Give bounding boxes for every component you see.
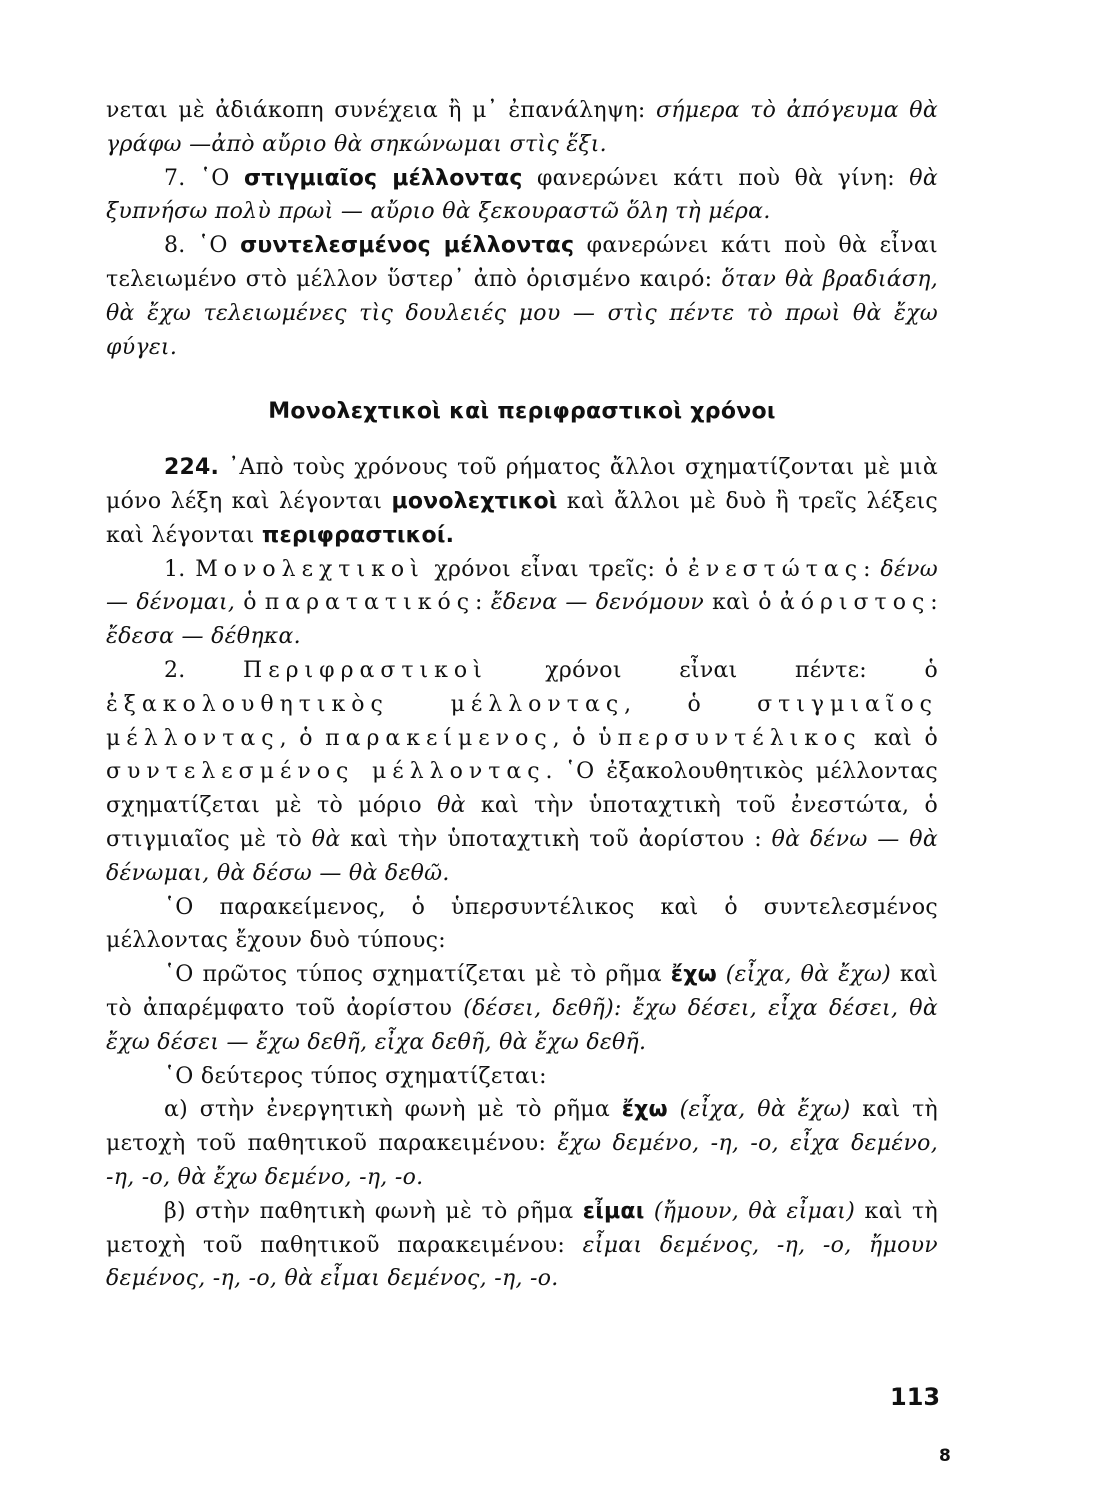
signature-mark: 8 [939, 1446, 951, 1466]
paragraph-beta: β) στὴν παθητικὴ φωνὴ μὲ τὸ ρῆμα εἶμαι (ἤμουν, θὰ εἶμαι) καὶ τὴ μετοχὴ τοῦ παθητικοῦ παρακειμένου: εἶμαι δεμένος, -η, -ο, ἤμουν δεμένος, -η, -ο, θὰ εἶμαι δεμένος, -η, -ο. [106, 1198, 939, 1292]
paragraph-monolectic: 1. Μονολεχτικοὶ χρόνοι εἶναι τρεῖς: ὁ ἐνεστώτας: δένω — δένομαι, ὁ παρατατικός: ἔδενα — δενόμουν καὶ ὁ ἀόριστος: ἔδεσα — δέθηκα. [106, 556, 938, 650]
section-number: 224. [164, 455, 220, 481]
paragraph-alpha: α) στὴν ἐνεργητικὴ φωνὴ μὲ τὸ ρῆμα ἔχω (εἶχα, θὰ ἔχω) καὶ τὴ μετοχὴ τοῦ παθητικοῦ παρακειμένου: ἔχω δεμένο, -η, -ο, εἶχα δεμένο, -η, -ο, θὰ ἔχω δεμένο, -η, -ο. [106, 1097, 939, 1190]
paragraph-7: 7. ῾Ο στιγμιαῖος μέλλοντας φανερώνει κάτι ποὺ θὰ γίνη: θὰ ξυπνήσω πολὺ πρωὶ — αὔριο θὰ ξεκουραστῶ ὅλη τὴ μέρα. [106, 165, 938, 225]
body-text [106, 94, 938, 1296]
paragraph-periphrastic: 2. Περιφραστικοὶ χρόνοι εἶναι πέντε: ὁ ἐξακολουθητικὸς μέλλοντας, ὁ στιγμιαῖος μέλλοντας, ὁ παρακείμενος, ὁ ὑπερσυντέλικος καὶ ὁ συντελεσμένος μέλλοντας. ῾Ο ἐξακολουθητικὸς μέλλοντας σχηματίζεται μὲ τὸ μόριο θὰ καὶ τὴν ὑποταχτικὴ τοῦ ἐνεστώτα, ὁ στιγμιαῖος μὲ τὸ θὰ καὶ τὴν ὑποταχτικὴ τοῦ ἀορίστου : θὰ δένω — θὰ δένωμαι, θὰ δέσω — θὰ δεθῶ. [106, 657, 939, 886]
paragraph-continuation: νεται μὲ ἀδιάκοπη συνέχεια ἢ μ᾽ ἐπανάληψη: σήμερα τὸ ἀπόγευμα θὰ γράφω —ἀπὸ αὔριο θὰ σηκώνωμαι στὶς ἕξι. [106, 98, 938, 157]
paragraph-8: 8. ῾Ο συντελεσμένος μέλλοντας φανερώνει κάτι ποὺ θὰ εἶναι τελειωμένο στὸ μέλλον ὕστερ᾽ ἀπὸ ὁρισμένο καιρό: ὅταν θὰ βραδιάση, θὰ ἔχω τελειωμένες τὶς δουλειές μου — στὶς πέντε τὸ πρωὶ θὰ ἔχω φύγει. [106, 233, 938, 360]
page-number: 113 [890, 1383, 941, 1411]
paragraph-second-type: ῾Ο δεύτερος τύπος σχηματίζεται: [164, 1063, 547, 1089]
paragraph-first-type: ῾Ο πρῶτος τύπος σχηματίζεται μὲ τὸ ρῆμα ἔχω (εἶχα, θὰ ἔχω) καὶ τὸ ἀπαρέμφατο τοῦ ἀορίστου (δέσει, δεθῆ): ἔχω δέσει, εἶχα δέσει, θὰ ἔχω δέσει — ἔχω δεθῆ, εἶχα δεθῆ, θὰ ἔχω δεθῆ. [106, 962, 938, 1055]
paragraph-two-types: ῾Ο παρακείμενος, ὁ ὑπερσυντέλικος καὶ ὁ συντελεσμένος μέλλοντας ἔχουν δυὸ τύπους: [106, 894, 938, 954]
paragraph-224: 224. ᾿Απὸ τοὺς χρόνους τοῦ ρήματος ἄλλοι σχηματίζονται μὲ μιὰ μόνο λέξη καὶ λέγονται μονολεχτικοὶ καὶ ἄλλοι μὲ δυὸ ἢ τρεῖς λέξεις καὶ λέγονται περιφραστικοί. [106, 455, 938, 548]
section-heading: Μονολεχτικοὶ καὶ περιφραστικοὶ χρόνοι [268, 399, 776, 425]
